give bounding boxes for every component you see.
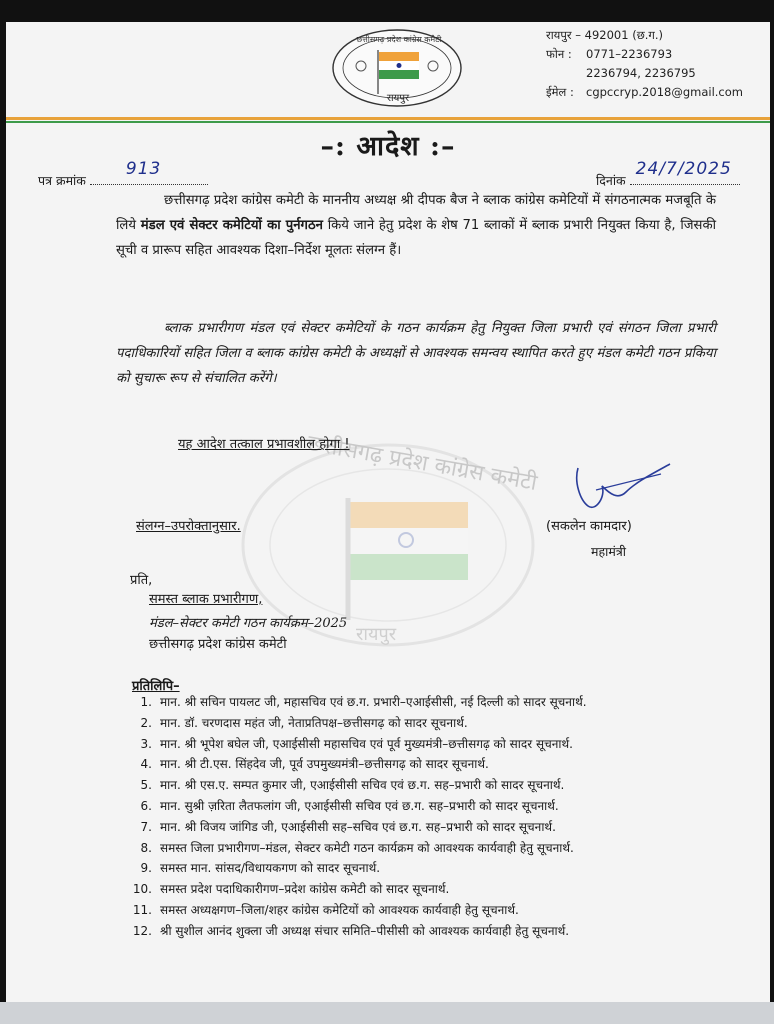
signatory-name: (सकलेन कामदार) xyxy=(546,519,632,534)
recipient-line-1: समस्त ब्लाक प्रभारीगण, xyxy=(149,592,263,607)
list-item: 8. समस्त जिला प्रभारीगण–मंडल, सेक्टर कमेटी गठन कार्यक्रम को आवश्यक कार्यवाही हेतु सूचनार्थ. xyxy=(140,840,574,855)
date-field xyxy=(596,159,740,189)
list-item: 3. मान. श्री भूपेश बघेल जी, एआईसीसी महासचिव एवं पूर्व मुख्यमंत्री–छत्तीसगढ़ को सादर सूचनार्थ. xyxy=(140,736,573,751)
letter-page xyxy=(6,22,770,1002)
signature-scribble xyxy=(566,460,676,516)
list-item: 10. समस्त प्रदेश पदाधिकारीगण–प्रदेश कांग्रेस कमेटी को सादर सूचनार्थ. xyxy=(132,882,450,897)
contact-block xyxy=(546,26,743,102)
email-address: cgpccryp.2018@gmail.com xyxy=(586,85,743,99)
letter-number-value: 913 xyxy=(125,159,162,179)
list-item: 6. मान. सुश्री ज़रिता लैतफलांग जी, एआईसीसी सचिव एवं छ.ग. सह–प्रभारी को सादर सूचनार्थ. xyxy=(140,798,559,813)
header-rule-saffron xyxy=(6,117,770,120)
phone-secondary: 2236794, 2236795 xyxy=(586,66,696,80)
list-item: 9. समस्त मान. सांसद/विधायकगण को सादर सूचनार्थ. xyxy=(140,861,381,876)
email-label: ईमेल : xyxy=(546,85,574,99)
list-item: 1. मान. श्री सचिन पायलट जी, महासचिव एवं छ.ग. प्रभारी–एआईसीसी, नई दिल्ली को सादर सूचनार्थ. xyxy=(140,695,587,709)
list-item: 4. मान. श्री टी.एस. सिंहदेव जी, पूर्व उपमुख्यमंत्री–छत्तीसगढ़ को सादर सूचनार्थ. xyxy=(140,757,489,772)
attachment-label: संलग्न–उपरोक्तानुसार. xyxy=(136,519,241,534)
highlight-reorganisation: मंडल एवं सेक्टर कमेटियों का पुर्नगठन xyxy=(140,218,323,233)
list-item: 11. समस्त अध्यक्षगण–जिला/शहर कांग्रेस कमेटियों को आवश्यक कार्यवाही हेतु सूचनार्थ. xyxy=(132,902,519,917)
list-item: 5. मान. श्री एस.ए. सम्पत कुमार जी, एआईसीसी सचिव एवं छ.ग. सह–प्रभारी को सादर सूचनार्थ. xyxy=(140,778,565,793)
recipient-line-2: मंडल–सेक्टर कमेटी गठन कार्यक्रम–2025 xyxy=(149,616,348,631)
logo-bottom-text: रायपुर xyxy=(386,93,410,104)
recipients-label: प्रति, xyxy=(130,573,153,588)
copy-list xyxy=(122,692,587,942)
logo-top-text: छत्तीसगढ़ प्रदेश कांग्रेस कमेटी xyxy=(356,35,442,44)
header-rule-green xyxy=(6,121,770,123)
letter-number-field xyxy=(38,159,208,189)
watermark-text: छत्तीसगढ़ प्रदेश कांग्रेस कमेटी xyxy=(305,430,539,497)
watermark-bottom-text: रायपुर xyxy=(356,624,397,645)
phone-primary: 0771–2236793 xyxy=(586,47,673,61)
date-label: दिनांक xyxy=(596,173,626,188)
copy-list-title: प्रतिलिपि– xyxy=(132,679,180,694)
bottom-background-strip xyxy=(0,1002,774,1024)
body-paragraph-1: छत्तीसगढ़ प्रदेश कांग्रेस कमेटी के माननीय अध्यक्ष श्री दीपक बैज ने ब्लाक कांग्रेस कमेटियों में संगठनात्मक मजबूति के लिये मंडल एवं सेक्टर कमेटियों का पुर्नगठन किये जाने हेतु प्रदेश के शेष 71 ब्लाकों में ब्लाक प्रभारी नियुक्त किया है, जिसकी सूची व प्रारूप सहित आवश्यक दिशा–निर्देश मूलतः संलग्न हैं। xyxy=(116,193,717,258)
date-value: 24/7/2025 xyxy=(635,159,732,179)
signatory-designation: महामंत्री xyxy=(591,544,626,559)
list-item: 7. मान. श्री विजय जांगिड जी, एआईसीसी सह–सचिव एवं छ.ग. सह–प्रभारी को सादर सूचनार्थ. xyxy=(140,819,556,834)
address-city: रायपुर – 492001 (छ.ग.) xyxy=(546,28,664,42)
list-item: 12. श्री सुशील आनंद शुक्ला जी अध्यक्ष संचार समिति–पीसीसी को आवश्यक कार्यवाही हेतु सूचनार्थ. xyxy=(132,923,570,938)
recipient-line-3: छत्तीसगढ़ प्रदेश कांग्रेस कमेटी xyxy=(149,637,287,652)
body-paragraph-2: ब्लाक प्रभारीगण मंडल एवं सेक्टर कमेटियों के गठन कार्यक्रम हेतु नियुक्त जिला प्रभारी एवं संगठन जिला प्रभारी पदाधिकारियों सहित जिला व ब्लाक कांग्रेस कमेटी के अध्यक्षों से आवश्यक समन्वय स्थापित करते हुए मंडल कमेटी गठन प्रकिया को सुचारू रूप से संचालित करेंगे। xyxy=(116,321,716,386)
letter-number-label: पत्र क्रमांक xyxy=(38,173,86,188)
order-title: –: आदेश :– xyxy=(320,131,456,162)
list-item: 2. मान. डॉ. चरणदास महंत जी, नेताप्रतिपक्ष–छत्तीसगढ़ को सादर सूचनार्थ. xyxy=(140,715,468,730)
effective-notice: यह आदेश तत्काल प्रभावशील होगा ! xyxy=(178,437,350,452)
phone-label: फोन : xyxy=(546,47,572,61)
